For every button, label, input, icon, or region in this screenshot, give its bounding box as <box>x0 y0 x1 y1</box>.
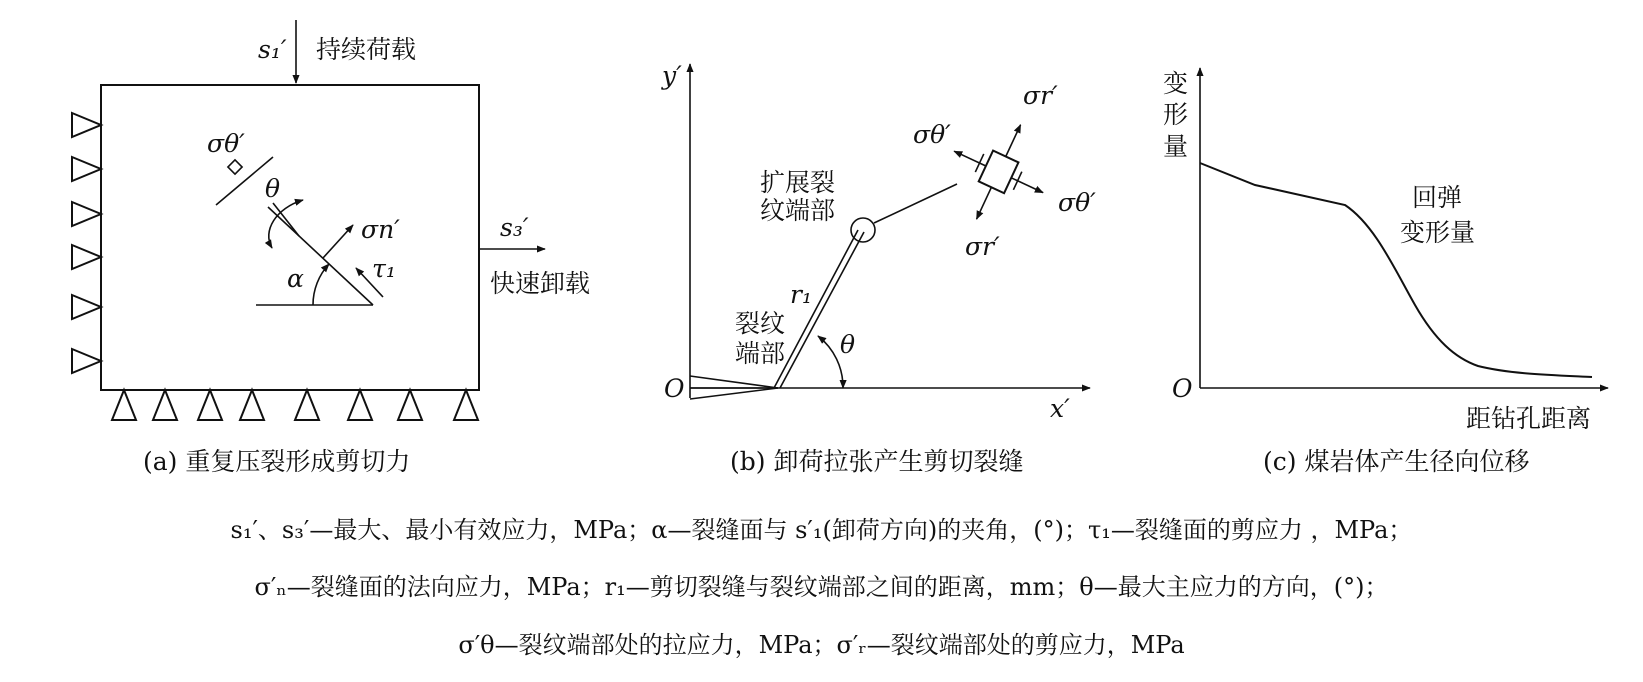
panel-b-caption: (b) 卸荷拉张产生剪切裂缝 <box>730 447 1024 476</box>
propagated-crack-line <box>774 230 858 388</box>
s3-symbol: s₃′ <box>500 213 529 242</box>
legend-line-2: σ′ₙ—裂缝面的法向应力，MPa；r₁—剪切裂缝与裂纹端部之间的距离，mm；θ—最大主应力的方向，(°)； <box>254 573 1389 601</box>
theta-label: θ <box>840 330 856 359</box>
support-triangle <box>198 390 222 420</box>
support-triangle <box>72 245 101 269</box>
support-triangle <box>454 390 478 420</box>
bottom-supports <box>112 390 478 420</box>
left-supports <box>72 113 101 373</box>
sigma-r-arrow-down <box>977 187 992 219</box>
support-triangle <box>153 390 177 420</box>
y-label-char1: 变 <box>1163 69 1189 98</box>
y-axis-label: y′ <box>662 61 682 90</box>
legend-line-3: σ′θ—裂纹端部处的拉应力，MPa；σ′ᵣ—裂纹端部处的剪应力，MPa <box>458 631 1185 659</box>
shear-tick <box>1013 172 1021 190</box>
tip-label-line2: 纹端部 <box>760 196 836 225</box>
crack-tip-circle <box>851 218 875 242</box>
x-axis-label: x′ <box>1050 394 1070 423</box>
support-triangle <box>398 390 422 420</box>
alpha-label: α <box>287 264 304 293</box>
x-axis-label: 距钻孔距离 <box>1466 404 1592 433</box>
tip-label-line1: 扩展裂 <box>760 168 836 197</box>
s1-symbol: s₁′ <box>258 35 287 64</box>
support-triangle <box>72 113 101 137</box>
stress-element <box>932 104 1065 240</box>
sigma-theta-right-label: σθ′ <box>1058 188 1096 217</box>
sigma-r-top-label: σr′ <box>1023 81 1058 110</box>
support-triangle <box>348 390 372 420</box>
unload-label: 快速卸载 <box>490 269 591 298</box>
origin-label: O <box>664 374 685 403</box>
support-triangle <box>72 157 101 181</box>
y-label-char2: 形 <box>1163 100 1189 129</box>
sustained-load-label: 持续荷载 <box>316 35 417 64</box>
support-triangle <box>112 390 136 420</box>
stress-element-box <box>979 151 1019 194</box>
tau-label: τ₁ <box>372 254 396 283</box>
propagated-crack-line <box>780 232 864 388</box>
support-triangle <box>72 295 101 319</box>
panel-c-caption: (c) 煤岩体产生径向位移 <box>1263 447 1530 476</box>
support-triangle <box>295 390 319 420</box>
support-triangle <box>72 349 101 373</box>
crack-label-line1: 裂纹 <box>735 309 786 338</box>
panel-b <box>661 61 1096 476</box>
theta-label: θ <box>265 174 281 203</box>
panel-a <box>72 20 590 476</box>
crack-tip-extension <box>874 184 957 223</box>
stress-element-marker <box>228 160 242 174</box>
curve-label-line1: 回弹 <box>1412 183 1463 212</box>
sigma-r-bottom-label: σr′ <box>965 232 1000 261</box>
rebound-deformation-curve <box>1200 163 1592 377</box>
crack-label-line2: 端部 <box>735 339 786 368</box>
normal-stress-arrow <box>323 225 353 258</box>
panel-c <box>1163 68 1608 476</box>
origin-label: O <box>1172 374 1193 403</box>
sigma-theta-label: σθ′ <box>207 129 245 158</box>
curve-label-line2: 变形量 <box>1400 218 1476 247</box>
support-triangle <box>240 390 264 420</box>
support-triangle <box>72 202 101 226</box>
sigma-n-label: σn′ <box>361 215 400 244</box>
sigma-theta-left-label: σθ′ <box>913 120 951 149</box>
y-label-char3: 量 <box>1163 132 1189 161</box>
legend-line-1: s₁′、s₃′—最大、最小有效应力，MPa；α—裂缝面与 s′₁(卸荷方向)的夹角，(°)；τ₁—裂缝面的剪应力 ，MPa； <box>230 516 1413 544</box>
rock-block <box>101 85 479 390</box>
panel-a-caption: (a) 重复压裂形成剪切力 <box>143 447 411 476</box>
shear-tick <box>975 154 983 172</box>
alpha-arc <box>313 264 329 305</box>
r1-label: r₁ <box>790 280 812 309</box>
sigma-r-arrow-up <box>1006 125 1021 157</box>
crack-plane-line <box>268 207 373 305</box>
